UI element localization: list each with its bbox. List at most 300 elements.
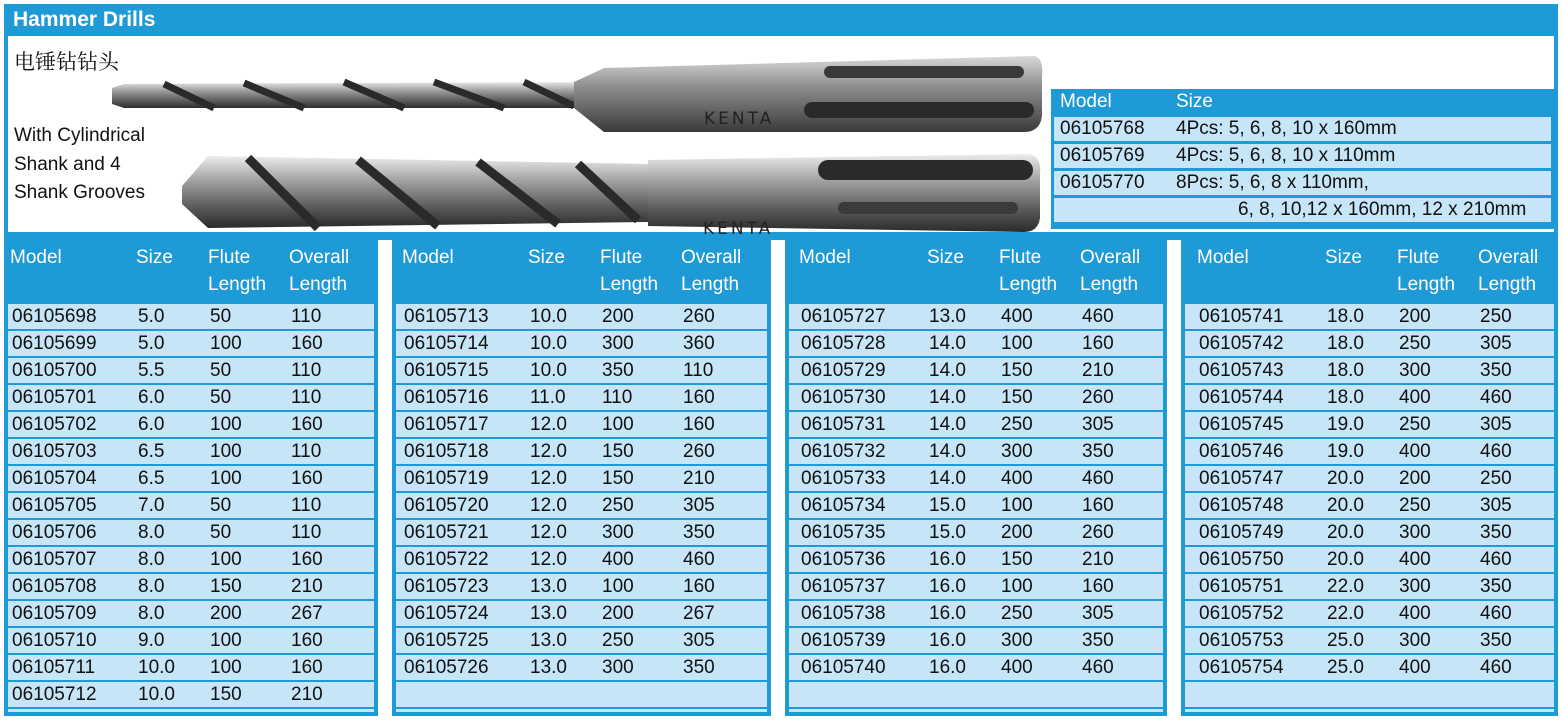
cell-model: 06105714 bbox=[404, 333, 489, 354]
table-row bbox=[396, 466, 767, 491]
cell-overall-length: 350 bbox=[1480, 360, 1512, 381]
table-row bbox=[396, 385, 767, 410]
cell-size: 8Pcs: 5, 6, 8 x 110mm, bbox=[1176, 172, 1369, 193]
header-flute-length bbox=[208, 244, 266, 298]
header-model bbox=[10, 244, 62, 271]
cell-flute-length: 150 bbox=[210, 684, 242, 705]
header-flute-length-line: Length bbox=[600, 274, 659, 295]
set-spec-row bbox=[1054, 144, 1551, 168]
cell-size: 12.0 bbox=[530, 468, 567, 489]
cell-model: 06105721 bbox=[404, 522, 489, 543]
table-row bbox=[789, 331, 1163, 356]
header-size bbox=[136, 244, 173, 271]
cell-flute-length: 400 bbox=[1001, 468, 1033, 489]
table-row bbox=[396, 520, 767, 545]
cell-size: 14.0 bbox=[929, 387, 966, 408]
cell-size: 12.0 bbox=[530, 549, 567, 570]
cell-flute-length: 150 bbox=[210, 576, 242, 597]
table-row bbox=[8, 574, 374, 599]
cell-size: 6.0 bbox=[138, 387, 165, 408]
header-flute-length bbox=[999, 244, 1057, 298]
cell-model: 06105749 bbox=[1199, 522, 1284, 543]
cell-flute-length: 400 bbox=[602, 549, 634, 570]
cell-overall-length: 460 bbox=[1082, 468, 1114, 489]
cell-model: 06105705 bbox=[12, 495, 97, 516]
cell-flute-length: 400 bbox=[1001, 306, 1033, 327]
table-row bbox=[8, 601, 374, 626]
header-overall-length-line: Length bbox=[681, 274, 740, 295]
cell-overall-length: 160 bbox=[291, 630, 323, 651]
table-row bbox=[1185, 574, 1554, 599]
cell-size: 12.0 bbox=[530, 522, 567, 543]
cell-model: 06105718 bbox=[404, 441, 489, 462]
cell-flute-length: 250 bbox=[602, 495, 634, 516]
header-model-line: Model bbox=[1197, 247, 1249, 268]
cell-size: 10.0 bbox=[138, 684, 175, 705]
header-overall-length bbox=[1080, 244, 1140, 298]
cell-overall-length: 110 bbox=[291, 441, 322, 462]
cell-flute-length: 150 bbox=[602, 441, 634, 462]
set-spec-header bbox=[1060, 89, 1550, 115]
description-line: With Cylindrical bbox=[14, 125, 145, 146]
cell-flute-length: 100 bbox=[210, 468, 242, 489]
cell-flute-length: 100 bbox=[210, 657, 242, 678]
set-spec-row bbox=[1054, 117, 1551, 141]
header-overall-length-line: Overall bbox=[289, 247, 350, 268]
table-header bbox=[392, 240, 771, 304]
table-row bbox=[8, 628, 374, 653]
table-row bbox=[396, 304, 767, 329]
table-row bbox=[396, 628, 767, 653]
cell-model: 06105730 bbox=[801, 387, 886, 408]
cell-flute-length: 200 bbox=[210, 603, 242, 624]
table-row bbox=[8, 520, 374, 545]
cell-flute-length: 100 bbox=[210, 414, 242, 435]
table-row bbox=[8, 304, 374, 329]
cell-overall-length: 160 bbox=[683, 414, 715, 435]
cell-flute-length: 150 bbox=[602, 468, 634, 489]
table-row bbox=[789, 412, 1163, 437]
table-row bbox=[1185, 547, 1554, 572]
cell-size: 15.0 bbox=[929, 495, 966, 516]
table-row bbox=[1185, 628, 1554, 653]
cell-overall-length: 160 bbox=[1082, 495, 1114, 516]
cell-size: 18.0 bbox=[1327, 360, 1364, 381]
set-spec-row bbox=[1054, 171, 1551, 195]
cell-flute-length: 110 bbox=[602, 387, 633, 408]
table-row bbox=[8, 466, 374, 491]
cell-model: 06105723 bbox=[404, 576, 489, 597]
drill-bit-image-bottom bbox=[178, 146, 1048, 236]
cell-model: 06105736 bbox=[801, 549, 886, 570]
cell-flute-length: 300 bbox=[1399, 630, 1431, 651]
cell-overall-length: 110 bbox=[291, 522, 322, 543]
cell-size: 16.0 bbox=[929, 657, 966, 678]
cell-overall-length: 350 bbox=[1480, 576, 1512, 597]
cell-size: 19.0 bbox=[1327, 414, 1364, 435]
cell-overall-length: 305 bbox=[683, 495, 715, 516]
cell-model: 06105716 bbox=[404, 387, 489, 408]
cell-size: 22.0 bbox=[1327, 603, 1364, 624]
cell-flute-length: 100 bbox=[602, 414, 634, 435]
table-row bbox=[396, 493, 767, 518]
table-row bbox=[789, 520, 1163, 545]
header-overall-length-line: Overall bbox=[1478, 247, 1539, 268]
table-row bbox=[1185, 655, 1554, 680]
header-size-line: Size bbox=[528, 247, 565, 268]
cell-size: 13.0 bbox=[530, 576, 567, 597]
cell-flute-length: 250 bbox=[1399, 333, 1431, 354]
cell-model: 06105699 bbox=[12, 333, 97, 354]
header-flute-length-line: Flute bbox=[600, 247, 643, 268]
cell-flute-length: 250 bbox=[1001, 414, 1033, 435]
table-filler-row bbox=[8, 709, 374, 712]
cell-size: 11.0 bbox=[530, 387, 566, 408]
cell-model: 06105741 bbox=[1199, 306, 1284, 327]
table-row bbox=[1185, 520, 1554, 545]
table-row bbox=[8, 655, 374, 680]
cell-overall-length: 350 bbox=[1082, 630, 1114, 651]
table-row bbox=[8, 547, 374, 572]
cell-size: 18.0 bbox=[1327, 306, 1364, 327]
cell-flute-length: 150 bbox=[1001, 549, 1033, 570]
header-overall-length bbox=[681, 244, 741, 298]
header-size bbox=[927, 244, 964, 271]
cell-model: 06105744 bbox=[1199, 387, 1284, 408]
table-row bbox=[789, 493, 1163, 518]
cell-flute-length: 50 bbox=[210, 495, 232, 516]
cell-size: 6, 8, 10,12 x 160mm, 12 x 210mm bbox=[1238, 199, 1527, 220]
cell-overall-length: 160 bbox=[683, 576, 715, 597]
header-model bbox=[1197, 244, 1249, 271]
dimension-table-3 bbox=[785, 240, 1167, 716]
header-flute-length-line: Length bbox=[208, 274, 267, 295]
chinese-title: 电锤钻钻头 bbox=[14, 50, 119, 74]
table-header bbox=[1181, 240, 1558, 304]
cell-size: 13.0 bbox=[530, 630, 567, 651]
cell-model: 06105713 bbox=[404, 306, 489, 327]
cell-model: 06105706 bbox=[12, 522, 97, 543]
cell-flute-length: 300 bbox=[1001, 630, 1033, 651]
cell-model: 06105735 bbox=[801, 522, 886, 543]
cell-flute-length: 400 bbox=[1399, 603, 1431, 624]
table-row bbox=[1185, 358, 1554, 383]
cell-size: 19.0 bbox=[1327, 441, 1364, 462]
cell-model: 06105769 bbox=[1060, 145, 1145, 166]
cell-size: 8.0 bbox=[138, 603, 165, 624]
cell-size: 20.0 bbox=[1327, 495, 1364, 516]
cell-overall-length: 250 bbox=[1480, 306, 1512, 327]
cell-flute-length: 400 bbox=[1399, 549, 1431, 570]
cell-overall-length: 110 bbox=[291, 387, 322, 408]
cell-flute-length: 100 bbox=[210, 630, 242, 651]
cell-flute-length: 250 bbox=[1001, 603, 1033, 624]
cell-flute-length: 200 bbox=[1001, 522, 1033, 543]
table-row bbox=[396, 682, 767, 707]
cell-overall-length: 110 bbox=[291, 495, 322, 516]
cell-overall-length: 305 bbox=[1480, 414, 1512, 435]
cell-flute-length: 250 bbox=[602, 630, 634, 651]
table-filler-row bbox=[396, 709, 767, 712]
cell-size: 6.5 bbox=[138, 441, 165, 462]
cell-size: 7.0 bbox=[138, 495, 165, 516]
cell-flute-length: 200 bbox=[602, 603, 634, 624]
cell-model: 06105711 bbox=[12, 657, 96, 678]
cell-model: 06105745 bbox=[1199, 414, 1284, 435]
header-size-line: Size bbox=[1325, 247, 1362, 268]
cell-size: 10.0 bbox=[530, 333, 567, 354]
cell-overall-length: 160 bbox=[1082, 333, 1114, 354]
cell-size: 13.0 bbox=[530, 603, 567, 624]
cell-overall-length: 460 bbox=[1082, 657, 1114, 678]
table-row bbox=[8, 331, 374, 356]
cell-size: 15.0 bbox=[929, 522, 966, 543]
cell-overall-length: 210 bbox=[291, 684, 323, 705]
cell-overall-length: 210 bbox=[291, 576, 323, 597]
cell-flute-length: 300 bbox=[1399, 576, 1431, 597]
cell-model: 06105753 bbox=[1199, 630, 1284, 651]
cell-flute-length: 300 bbox=[602, 657, 634, 678]
cell-overall-length: 460 bbox=[1480, 549, 1512, 570]
cell-model: 06105750 bbox=[1199, 549, 1284, 570]
column-gap bbox=[378, 240, 392, 716]
cell-overall-length: 110 bbox=[291, 306, 322, 327]
table-row bbox=[396, 331, 767, 356]
header-overall-length bbox=[289, 244, 349, 298]
cell-model: 06105751 bbox=[1199, 576, 1284, 597]
cell-size: 4Pcs: 5, 6, 8, 10 x 160mm bbox=[1176, 118, 1397, 139]
cell-overall-length: 350 bbox=[1480, 630, 1512, 651]
cell-flute-length: 300 bbox=[1001, 441, 1033, 462]
table-filler-row bbox=[789, 709, 1163, 712]
cell-flute-length: 100 bbox=[210, 549, 242, 570]
cell-size: 8.0 bbox=[138, 522, 165, 543]
cell-overall-length: 460 bbox=[1082, 306, 1114, 327]
table-row bbox=[8, 493, 374, 518]
cell-size: 18.0 bbox=[1327, 333, 1364, 354]
table-row bbox=[1185, 412, 1554, 437]
table-row bbox=[789, 358, 1163, 383]
table-filler-row bbox=[1185, 709, 1554, 712]
cell-flute-length: 250 bbox=[1399, 414, 1431, 435]
table-row bbox=[789, 628, 1163, 653]
table-row bbox=[789, 466, 1163, 491]
cell-size: 14.0 bbox=[929, 360, 966, 381]
cell-model: 06105754 bbox=[1199, 657, 1284, 678]
drill-brand-mark: KENTA bbox=[703, 219, 774, 236]
cell-overall-length: 460 bbox=[1480, 603, 1512, 624]
cell-overall-length: 260 bbox=[683, 306, 715, 327]
header-overall-length-line: Overall bbox=[1080, 247, 1141, 268]
table-row bbox=[396, 358, 767, 383]
cell-flute-length: 400 bbox=[1399, 387, 1431, 408]
cell-model: 06105702 bbox=[12, 414, 97, 435]
header-model bbox=[799, 244, 851, 271]
cell-size: 13.0 bbox=[929, 306, 966, 327]
cell-model: 06105725 bbox=[404, 630, 489, 651]
cell-flute-length: 200 bbox=[1399, 468, 1431, 489]
cell-overall-length: 460 bbox=[1480, 657, 1512, 678]
cell-overall-length: 260 bbox=[683, 441, 715, 462]
cell-flute-length: 100 bbox=[602, 576, 634, 597]
cell-model: 06105768 bbox=[1060, 118, 1145, 139]
header-size bbox=[528, 244, 565, 271]
cell-model: 06105728 bbox=[801, 333, 886, 354]
table-row bbox=[789, 655, 1163, 680]
cell-size: 4Pcs: 5, 6, 8, 10 x 110mm bbox=[1176, 145, 1396, 166]
cell-overall-length: 260 bbox=[1082, 387, 1114, 408]
header-overall-length-line: Length bbox=[289, 274, 348, 295]
header-overall-length-line: Length bbox=[1478, 274, 1537, 295]
cell-size: 20.0 bbox=[1327, 549, 1364, 570]
table-row bbox=[789, 682, 1163, 707]
cell-flute-length: 300 bbox=[1399, 360, 1431, 381]
cell-model: 06105748 bbox=[1199, 495, 1284, 516]
cell-flute-length: 50 bbox=[210, 306, 232, 327]
column-gap bbox=[1167, 240, 1181, 716]
header-size-line: Size bbox=[927, 247, 964, 268]
set-spec-table bbox=[1051, 89, 1554, 229]
cell-model: 06105709 bbox=[12, 603, 97, 624]
table-header bbox=[4, 240, 378, 304]
cell-overall-length: 350 bbox=[683, 657, 715, 678]
cell-overall-length: 350 bbox=[1082, 441, 1114, 462]
header-model bbox=[402, 244, 454, 271]
table-row bbox=[8, 682, 374, 707]
header-model-line: Model bbox=[799, 247, 851, 268]
cell-model: 06105770 bbox=[1060, 172, 1145, 193]
cell-model: 06105712 bbox=[12, 684, 97, 705]
table-row bbox=[1185, 385, 1554, 410]
cell-flute-length: 350 bbox=[602, 360, 634, 381]
cell-size: 20.0 bbox=[1327, 522, 1364, 543]
cell-size: 25.0 bbox=[1327, 630, 1364, 651]
cell-model: 06105752 bbox=[1199, 603, 1284, 624]
cell-overall-length: 160 bbox=[1082, 576, 1114, 597]
table-row bbox=[789, 601, 1163, 626]
column-gap bbox=[771, 240, 785, 716]
cell-overall-length: 360 bbox=[683, 333, 715, 354]
table-row bbox=[396, 574, 767, 599]
header-flute-length-line: Length bbox=[1397, 274, 1456, 295]
table-row bbox=[1185, 466, 1554, 491]
cell-flute-length: 100 bbox=[1001, 333, 1033, 354]
cell-model: 06105732 bbox=[801, 441, 886, 462]
cell-size: 13.0 bbox=[530, 657, 567, 678]
cell-flute-length: 50 bbox=[210, 360, 232, 381]
table-row bbox=[1185, 601, 1554, 626]
cell-overall-length: 305 bbox=[1480, 333, 1512, 354]
cell-model: 06105742 bbox=[1199, 333, 1284, 354]
cell-model: 06105722 bbox=[404, 549, 489, 570]
cell-flute-length: 50 bbox=[210, 522, 232, 543]
header-size: Size bbox=[1176, 91, 1213, 112]
cell-model: 06105701 bbox=[12, 387, 97, 408]
table-row bbox=[8, 358, 374, 383]
cell-size: 18.0 bbox=[1327, 387, 1364, 408]
cell-flute-length: 400 bbox=[1001, 657, 1033, 678]
cell-overall-length: 160 bbox=[291, 414, 323, 435]
cell-model: 06105703 bbox=[12, 441, 97, 462]
table-row bbox=[8, 412, 374, 437]
table-row bbox=[1185, 331, 1554, 356]
cell-model: 06105731 bbox=[801, 414, 886, 435]
cell-model: 06105737 bbox=[801, 576, 886, 597]
cell-model: 06105746 bbox=[1199, 441, 1284, 462]
cell-size: 16.0 bbox=[929, 630, 966, 651]
cell-size: 8.0 bbox=[138, 576, 165, 597]
table-row bbox=[1185, 304, 1554, 329]
cell-overall-length: 160 bbox=[683, 387, 715, 408]
cell-model: 06105734 bbox=[801, 495, 886, 516]
cell-model: 06105729 bbox=[801, 360, 886, 381]
cell-flute-length: 100 bbox=[1001, 576, 1033, 597]
product-panel bbox=[8, 36, 1554, 236]
cell-size: 10.0 bbox=[530, 360, 567, 381]
drill-brand-mark: KENTA bbox=[704, 109, 775, 129]
cell-overall-length: 460 bbox=[1480, 387, 1512, 408]
cell-overall-length: 250 bbox=[1480, 468, 1512, 489]
drill-bit-image-top bbox=[104, 46, 1044, 136]
cell-size: 10.0 bbox=[530, 306, 567, 327]
section-title: Hammer Drills bbox=[4, 4, 1558, 36]
header-flute-length bbox=[1397, 244, 1455, 298]
cell-overall-length: 160 bbox=[291, 468, 323, 489]
cell-size: 5.0 bbox=[138, 333, 165, 354]
cell-size: 5.0 bbox=[138, 306, 165, 327]
header-model-line: Model bbox=[10, 247, 62, 268]
cell-flute-length: 150 bbox=[1001, 360, 1033, 381]
cell-model: 06105743 bbox=[1199, 360, 1284, 381]
cell-flute-length: 200 bbox=[1399, 306, 1431, 327]
header-overall-length bbox=[1478, 244, 1538, 298]
cell-model: 06105708 bbox=[12, 576, 97, 597]
cell-flute-length: 300 bbox=[602, 522, 634, 543]
table-row bbox=[8, 439, 374, 464]
cell-overall-length: 160 bbox=[291, 333, 323, 354]
cell-size: 14.0 bbox=[929, 468, 966, 489]
cell-flute-length: 150 bbox=[1001, 387, 1033, 408]
cell-flute-length: 300 bbox=[602, 333, 634, 354]
cell-size: 6.5 bbox=[138, 468, 165, 489]
cell-overall-length: 110 bbox=[291, 360, 322, 381]
table-row bbox=[396, 439, 767, 464]
cell-size: 16.0 bbox=[929, 576, 966, 597]
header-overall-length-line: Length bbox=[1080, 274, 1139, 295]
cell-overall-length: 210 bbox=[1082, 549, 1114, 570]
cell-flute-length: 100 bbox=[1001, 495, 1033, 516]
cell-model: 06105707 bbox=[12, 549, 97, 570]
cell-overall-length: 305 bbox=[1082, 603, 1114, 624]
cell-size: 12.0 bbox=[530, 414, 567, 435]
cell-model: 06105726 bbox=[404, 657, 489, 678]
table-row bbox=[789, 574, 1163, 599]
cell-model: 06105740 bbox=[801, 657, 886, 678]
dimension-table-2 bbox=[392, 240, 771, 716]
table-row bbox=[396, 655, 767, 680]
cell-flute-length: 100 bbox=[210, 441, 242, 462]
cell-model: 06105727 bbox=[801, 306, 886, 327]
cell-flute-length: 200 bbox=[602, 306, 634, 327]
table-row bbox=[789, 439, 1163, 464]
table-row bbox=[1185, 493, 1554, 518]
cell-flute-length: 50 bbox=[210, 387, 232, 408]
cell-model: 06105700 bbox=[12, 360, 97, 381]
cell-size: 12.0 bbox=[530, 495, 567, 516]
cell-overall-length: 460 bbox=[683, 549, 715, 570]
table-row bbox=[396, 412, 767, 437]
cell-overall-length: 210 bbox=[1082, 360, 1114, 381]
